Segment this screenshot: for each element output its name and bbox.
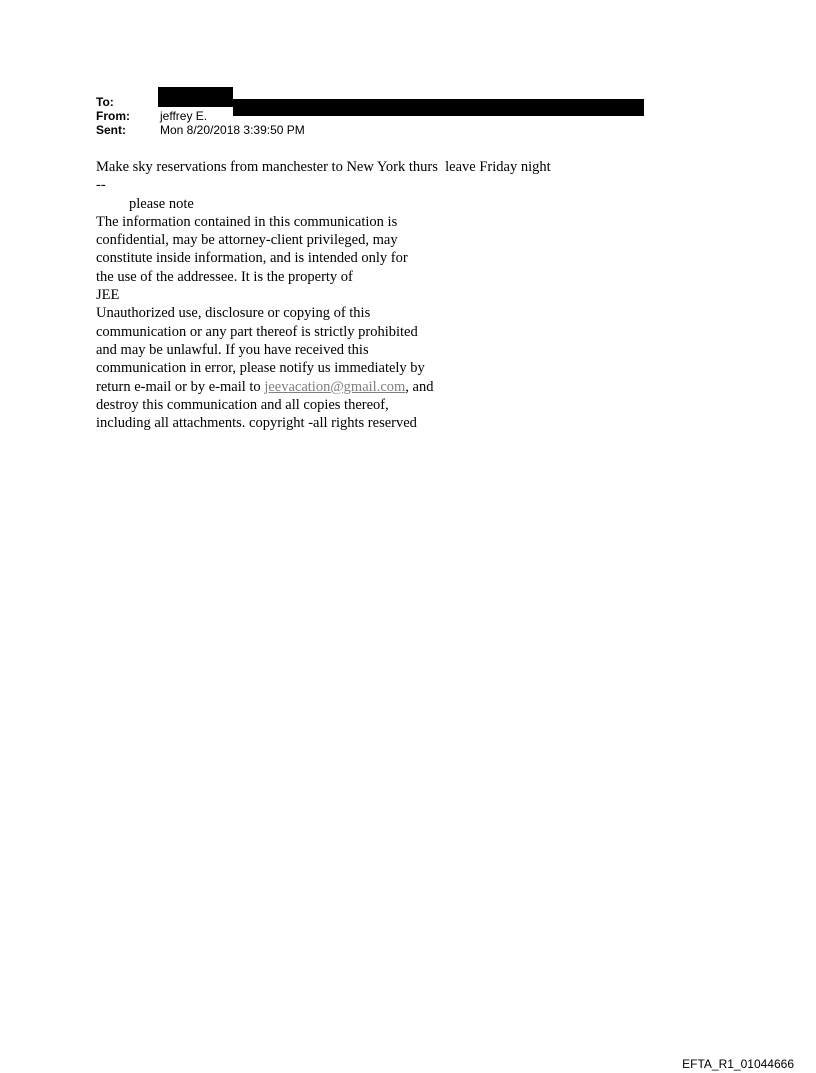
from-row (96, 109, 305, 123)
disclaimer-line: JEE (96, 287, 120, 304)
sent-row (96, 123, 305, 137)
disclaimer-line: communication in error, please notify us immediately by (96, 360, 425, 377)
signature-separator: -- (96, 177, 106, 194)
email-link[interactable]: jeevacation@gmail.com (264, 378, 406, 395)
disclaimer-line: including all attachments. copyright -all rights reserved (96, 415, 417, 432)
email-header (96, 95, 305, 137)
disclaimer-line: constitute inside information, and is intended only for (96, 250, 408, 267)
disclaimer-line: destroy this communication and all copies thereof, (96, 396, 389, 413)
disclaimer-line: Unauthorized use, disclosure or copying of this (96, 305, 371, 322)
document-id: EFTA_R1_01044666 (682, 1057, 794, 1071)
to-row (96, 95, 305, 109)
message-text: Make sky reservations from manchester to New York thurs leave Friday night (96, 159, 551, 175)
sent-value: Mon 8/20/2018 3:39:50 PM (160, 123, 305, 137)
disclaimer-line: the use of the addressee. It is the property of (96, 268, 353, 285)
sent-label: Sent: (96, 123, 126, 137)
from-value: jeffrey E. (160, 109, 208, 123)
return-suffix: , and (405, 378, 434, 395)
disclaimer-line-with-link (96, 378, 656, 396)
return-prefix: return e-mail or by e-mail to (96, 378, 265, 395)
disclaimer-line: confidential, may be attorney-client privileged, may (96, 232, 398, 249)
to-label: To: (96, 95, 114, 109)
email-body (96, 158, 656, 432)
disclaimer-line: The information contained in this communication is (96, 213, 398, 230)
disclaimer (96, 213, 656, 433)
disclaimer-line: communication or any part thereof is strictly prohibited (96, 323, 418, 340)
note-heading: please note (129, 195, 194, 212)
from-label: From: (96, 109, 130, 123)
disclaimer-line: and may be unlawful. If you have received this (96, 341, 369, 358)
